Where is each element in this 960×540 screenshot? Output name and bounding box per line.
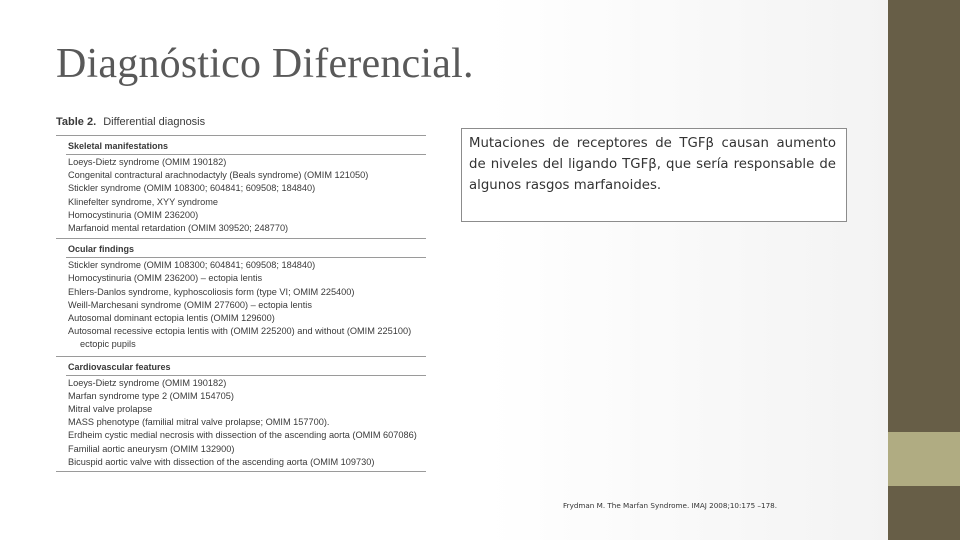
table-caption: [56, 116, 426, 128]
table-row: Loeys-Dietz syndrome (OMIM 190182): [68, 377, 227, 388]
slide-title: Diagnóstico Diferencial.: [56, 41, 474, 87]
table-row: Stickler syndrome (OMIM 108300; 604841; 609508; 184840): [68, 260, 316, 271]
table-row: Mitral valve prolapse: [68, 404, 153, 415]
table-section-cardiovascular: [56, 357, 426, 469]
table-row: Erdheim cystic medial necrosis with dissection of the ascending aorta (OMIM 607086): [68, 430, 417, 441]
sidebar-accent-bottom: [888, 486, 960, 540]
callout-text: Mutaciones de receptores de TGFβ causan aumento de niveles del ligando TGFβ, que sería responsable de algunos rasgos marfanoides.: [469, 136, 836, 193]
differential-diagnosis-table: [56, 116, 426, 472]
callout-box: [461, 128, 847, 222]
table-row: Bicuspid aortic valve with dissection of the ascending aorta (OMIM 109730): [68, 456, 375, 467]
table-bottom-rule: [56, 471, 426, 472]
table-row: Congenital contractural arachnodactyly (Beals syndrome) (OMIM 121050): [68, 170, 369, 181]
citation-text: Frydman M. The Marfan Syndrome. IMAJ 2008;10:175 –178.: [563, 501, 778, 510]
table-caption-label: Table 2.: [56, 116, 97, 128]
table-row: Klinefelter syndrome, XYY syndrome: [68, 196, 218, 207]
table-caption-title: Differential diagnosis: [103, 116, 206, 128]
table-row: Homocystinuria (OMIM 236200) – ectopia lentis: [68, 273, 263, 284]
table-section-ocular: [56, 239, 426, 351]
table-row: MASS phenotype (familial mitral valve prolapse; OMIM 157700).: [68, 417, 330, 428]
table-row: Weill-Marchesani syndrome (OMIM 277600) – ectopia lentis: [68, 299, 312, 310]
section-rule: [66, 375, 426, 376]
section-heading: Ocular findings: [68, 244, 135, 255]
table-row: Marfan syndrome type 2 (OMIM 154705): [68, 390, 234, 401]
table-row: Familial aortic aneurysm (OMIM 132900): [68, 443, 235, 454]
sidebar-accent-light: [888, 432, 960, 486]
section-rule: [66, 154, 426, 155]
table-row: Loeys-Dietz syndrome (OMIM 190182): [68, 157, 227, 167]
table-row-continuation: ectopic pupils: [80, 339, 136, 350]
sidebar-accent-dark: [888, 0, 960, 432]
table-row: Ehlers-Danlos syndrome, kyphoscoliosis form (type VI; OMIM 225400): [68, 286, 355, 297]
table-row: Autosomal dominant ectopia lentis (OMIM 129600): [68, 313, 275, 324]
section-heading: Skeletal manifestations: [68, 141, 169, 151]
table-section-skeletal: [56, 136, 426, 235]
table-row: Autosomal recessive ectopia lentis with (OMIM 225200) and without (OMIM 225100): [68, 326, 412, 337]
table-row: Stickler syndrome (OMIM 108300; 604841; 609508; 184840): [68, 183, 316, 194]
section-heading: Cardiovascular features: [68, 361, 171, 372]
section-rule: [66, 257, 426, 258]
table-row: Homocystinuria (OMIM 236200): [68, 209, 199, 220]
table-row: Marfanoid mental retardation (OMIM 309520; 248770): [68, 223, 289, 234]
